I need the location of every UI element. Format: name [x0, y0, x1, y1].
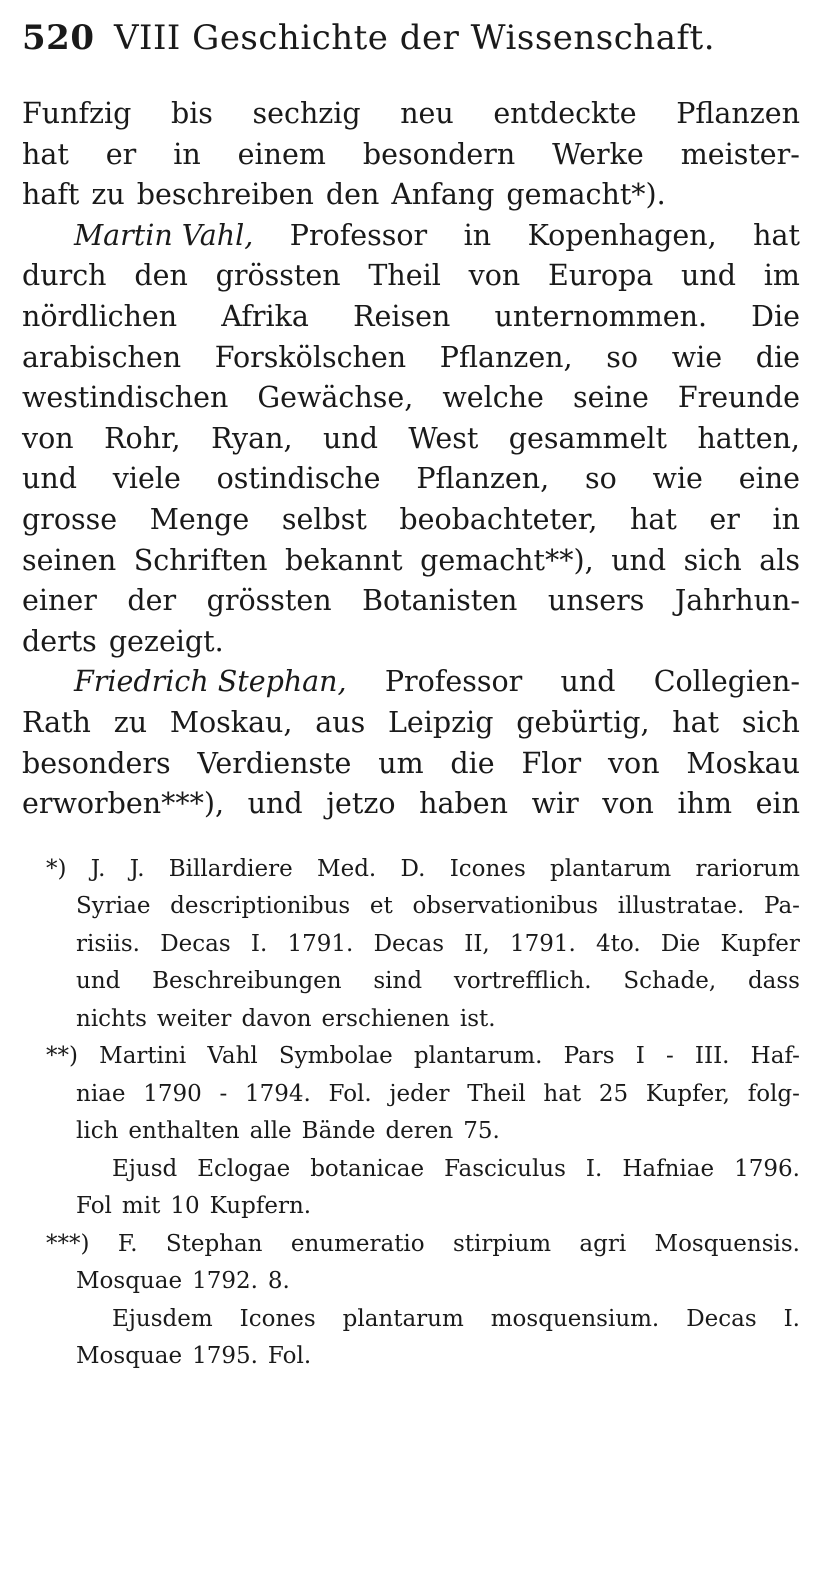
word: Werke — [552, 137, 644, 171]
word: Bände — [301, 1118, 376, 1145]
word: Kupfern. — [209, 1193, 312, 1220]
word: jetzo — [326, 787, 396, 821]
word: Kupfer — [720, 930, 800, 957]
word: Flor — [521, 746, 582, 780]
word: zu — [113, 705, 148, 739]
word: Symbolae — [278, 1043, 393, 1070]
word: Jahrhun- — [674, 584, 800, 618]
word: Billardiere — [168, 855, 293, 882]
word: bis — [170, 97, 213, 130]
word: erschienen — [321, 1005, 450, 1032]
word: ein — [755, 787, 800, 821]
word: enumeratio — [290, 1230, 425, 1257]
word: gemacht**), — [420, 543, 594, 577]
word: 1791. — [509, 930, 576, 957]
word: 10 — [170, 1193, 200, 1220]
word: Moskau — [686, 746, 800, 780]
word: entdeckte — [493, 97, 637, 130]
body-line — [22, 622, 800, 663]
word: meister- — [680, 137, 800, 171]
word: 1796. — [734, 1155, 800, 1182]
word: Pflanzen, — [439, 340, 573, 374]
word: descriptionibus — [170, 893, 351, 920]
word: lich — [76, 1118, 119, 1145]
word: Hafniae — [622, 1155, 715, 1182]
word: einem — [237, 137, 326, 171]
word: grössten — [206, 584, 332, 618]
word: ihm — [677, 787, 733, 821]
word: II, — [464, 930, 490, 957]
word: erworben***), — [22, 787, 225, 821]
word: Kopenhagen, — [527, 218, 717, 252]
footnote-1-line — [22, 851, 800, 889]
word: und — [681, 259, 736, 293]
word: in — [772, 502, 800, 536]
body-line — [22, 581, 800, 622]
word: Theil — [467, 1080, 526, 1107]
word: *) — [46, 855, 67, 882]
word: eine — [738, 462, 800, 496]
word: Verdienste — [197, 746, 352, 780]
word: illustratae. — [617, 893, 745, 920]
word: stirpium — [452, 1230, 552, 1257]
word: Syriae — [76, 893, 151, 920]
word: hat — [543, 1080, 582, 1107]
word: Haf- — [750, 1043, 800, 1070]
word: im — [763, 259, 800, 293]
word: Beschreibungen — [152, 968, 342, 995]
word: Europa — [548, 259, 654, 293]
word: I. — [585, 1155, 603, 1182]
word: ist. — [459, 1005, 496, 1032]
word: seinen — [22, 543, 117, 577]
word: Moskau, — [169, 705, 293, 739]
word: die — [755, 340, 800, 374]
footnote-3-line — [22, 1226, 800, 1264]
word: J. — [129, 855, 145, 882]
word: aus — [315, 705, 366, 739]
word: I — [635, 1043, 645, 1070]
word: Martini — [99, 1043, 187, 1070]
word: nördlichen — [22, 299, 178, 333]
word: I. — [250, 930, 268, 957]
body-line — [22, 541, 800, 582]
word: 75. — [463, 1118, 500, 1145]
footnote-1-line — [22, 1001, 800, 1039]
word: so — [606, 340, 639, 374]
word: Ejusd — [112, 1155, 178, 1182]
word: I. — [783, 1305, 800, 1332]
word: folg- — [747, 1080, 800, 1107]
word: Theil — [368, 259, 441, 293]
body-line — [22, 500, 800, 541]
word: von — [468, 259, 521, 293]
word: 8. — [267, 1268, 290, 1295]
body-line — [22, 175, 800, 216]
running-head: VIII Geschichte der Wissenschaft. — [114, 18, 716, 58]
word: 1792. — [192, 1268, 258, 1295]
footnote-1-line — [22, 926, 800, 964]
word: sechzig — [252, 97, 361, 130]
body-line — [22, 378, 800, 419]
word: beschreiben — [136, 178, 314, 212]
word: Die — [751, 299, 800, 333]
word: F. — [117, 1230, 138, 1257]
footnote-3-sub-line — [22, 1301, 800, 1339]
word: Ejusdem — [112, 1305, 213, 1332]
word: Die — [660, 930, 701, 957]
word: hat — [672, 705, 720, 739]
word: in — [173, 137, 201, 171]
word: plantarum — [342, 1305, 464, 1332]
page-header — [22, 18, 800, 80]
word: Botanisten — [362, 584, 518, 618]
word: gezeigt. — [108, 624, 224, 658]
word: dass — [747, 968, 800, 995]
word: von — [602, 787, 654, 821]
word: selbst — [281, 502, 367, 536]
word: neu — [400, 97, 454, 130]
word: gesammelt — [508, 421, 667, 455]
word: Leipzig — [388, 705, 494, 739]
footnote-3-sub-line — [22, 1338, 800, 1376]
word: Mosquae — [76, 1268, 183, 1295]
footnote-2-sub-line — [22, 1188, 800, 1226]
word: Reisen — [353, 299, 451, 333]
word: haft — [22, 178, 80, 212]
body-line — [22, 459, 800, 500]
word: wie — [652, 462, 703, 496]
word: welche — [442, 381, 544, 415]
word: sich — [683, 543, 742, 577]
word: und — [322, 421, 378, 455]
word: von — [607, 746, 660, 780]
word: Rath — [22, 705, 91, 739]
word: weiter — [156, 1005, 232, 1032]
word: deren — [385, 1118, 454, 1145]
word: 1790 — [143, 1080, 202, 1107]
word: Funfzig — [22, 97, 132, 130]
word: wir — [531, 787, 579, 821]
word: mit — [121, 1193, 161, 1220]
word: Freunde — [677, 381, 800, 415]
word: hatten, — [697, 421, 800, 455]
word: von — [22, 421, 74, 455]
word: und — [22, 462, 77, 496]
word: westindischen — [22, 381, 229, 415]
word: - — [219, 1080, 228, 1107]
body-line — [22, 338, 800, 379]
word: gemacht*). — [506, 178, 666, 212]
word: seine — [572, 381, 649, 415]
body-line — [22, 297, 800, 338]
word: alle — [249, 1118, 292, 1145]
word: enthalten — [128, 1118, 240, 1145]
word: ostindische — [216, 462, 381, 496]
footnote-1-line — [22, 963, 800, 1001]
word: Gewächse, — [257, 381, 414, 415]
footnote-3-line — [22, 1263, 800, 1301]
word: Professor — [289, 218, 428, 252]
word: sich — [741, 705, 800, 739]
body-line — [22, 94, 800, 135]
word: nichts — [76, 1005, 147, 1032]
word: Schade, — [623, 968, 717, 995]
word: wie — [671, 340, 723, 374]
word: plantarum. — [413, 1043, 543, 1070]
word: West — [408, 421, 479, 455]
word: Icones — [449, 855, 526, 882]
word: Icones — [239, 1305, 316, 1332]
word: Collegien- — [653, 665, 800, 699]
word: Vahl — [207, 1043, 258, 1070]
word: sind — [373, 968, 423, 995]
word: Pflanzen — [676, 97, 800, 130]
word: Fasciculus — [444, 1155, 566, 1182]
word: grössten — [215, 259, 341, 293]
word: grosse — [22, 502, 118, 536]
word: in — [463, 218, 492, 252]
word: unsers — [547, 584, 645, 618]
word: 25 — [598, 1080, 629, 1107]
word: gebürtig, — [516, 705, 650, 739]
book-page — [22, 18, 800, 1376]
word: und — [560, 665, 616, 699]
word: und — [611, 543, 667, 577]
footnote-2-line — [22, 1113, 800, 1151]
word: et — [369, 893, 393, 920]
italic-name: Martin Vahl, — [74, 218, 254, 252]
word: Pars — [563, 1043, 615, 1070]
word: observationibus — [412, 893, 599, 920]
word: 1795. — [192, 1343, 258, 1370]
word: plantarum — [550, 855, 672, 882]
word: 4to. — [596, 930, 641, 957]
word: Fol. — [267, 1343, 312, 1370]
word: Forskölschen — [214, 340, 407, 374]
word: III. — [694, 1043, 730, 1070]
word: der — [127, 584, 177, 618]
word: um — [378, 746, 424, 780]
word: Eclogae — [197, 1155, 291, 1182]
word: rariorum — [695, 855, 800, 882]
word: den — [325, 178, 380, 212]
word: die — [450, 746, 495, 780]
word: einer — [22, 584, 97, 618]
word: niae — [76, 1080, 126, 1107]
word: arabischen — [22, 340, 182, 374]
footnote-2-line — [22, 1076, 800, 1114]
word: zu — [91, 178, 125, 212]
word: vortrefflich. — [453, 968, 592, 995]
body-line — [22, 703, 800, 744]
word: durch — [22, 259, 107, 293]
word: Anfang — [391, 178, 495, 212]
word: Professor — [384, 665, 523, 699]
word: Rohr, — [104, 421, 181, 455]
footnote-1-line — [22, 888, 800, 926]
word: jeder — [389, 1080, 450, 1107]
word: Decas — [373, 930, 445, 957]
body-text — [22, 94, 800, 825]
word: bekannt — [285, 543, 403, 577]
word: Menge — [149, 502, 250, 536]
word: und — [247, 787, 303, 821]
italic-name: Friedrich Stephan, — [74, 665, 347, 699]
word: J. — [90, 855, 106, 882]
word: D. — [400, 855, 426, 882]
word: 1791. — [287, 930, 354, 957]
word: unternommen. — [494, 299, 708, 333]
footnote-2-line — [22, 1038, 800, 1076]
word: 1794. — [244, 1080, 311, 1107]
word: beobachteter, — [399, 502, 598, 536]
word: Stephan — [165, 1230, 263, 1257]
body-line — [22, 744, 800, 785]
word: Mosquae — [76, 1343, 183, 1370]
word: und — [76, 968, 121, 995]
word: Decas — [160, 930, 231, 957]
body-line — [22, 419, 800, 460]
word: besondern — [362, 137, 516, 171]
word: er — [105, 137, 137, 171]
page-number: 520 — [22, 18, 95, 58]
body-line-paragraph-stephan — [22, 662, 800, 703]
body-line — [22, 256, 800, 297]
word: ***) — [46, 1230, 90, 1257]
word: viele — [112, 462, 181, 496]
word: Pflanzen, — [416, 462, 550, 496]
word: Decas — [686, 1305, 757, 1332]
word: Kupfer, — [645, 1080, 730, 1107]
word: Afrika — [221, 299, 309, 333]
word: davon — [241, 1005, 312, 1032]
body-line — [22, 135, 800, 176]
word: haben — [419, 787, 508, 821]
word: Ryan, — [211, 421, 293, 455]
footnotes — [22, 851, 800, 1376]
word: - — [665, 1043, 674, 1070]
word: Med. — [317, 855, 377, 882]
word: hat — [630, 502, 677, 536]
word: derts — [22, 624, 97, 658]
word: Schriften — [133, 543, 268, 577]
body-line-paragraph-vahl — [22, 216, 800, 257]
word: Fol — [76, 1193, 112, 1220]
word: Fol. — [328, 1080, 372, 1107]
word: er — [709, 502, 740, 536]
word: als — [759, 543, 800, 577]
word: Mosquensis. — [654, 1230, 800, 1257]
word: **) — [46, 1043, 78, 1070]
word: risiis. — [76, 930, 140, 957]
word: den — [134, 259, 188, 293]
word: agri — [579, 1230, 627, 1257]
word: hat — [753, 218, 800, 252]
word: hat — [22, 137, 69, 171]
word: besonders — [22, 746, 171, 780]
body-line — [22, 784, 800, 825]
word: mosquensium. — [490, 1305, 660, 1332]
word: botanicae — [310, 1155, 425, 1182]
word: so — [584, 462, 617, 496]
footnote-2-sub-line — [22, 1151, 800, 1189]
word: Pa- — [764, 893, 800, 920]
